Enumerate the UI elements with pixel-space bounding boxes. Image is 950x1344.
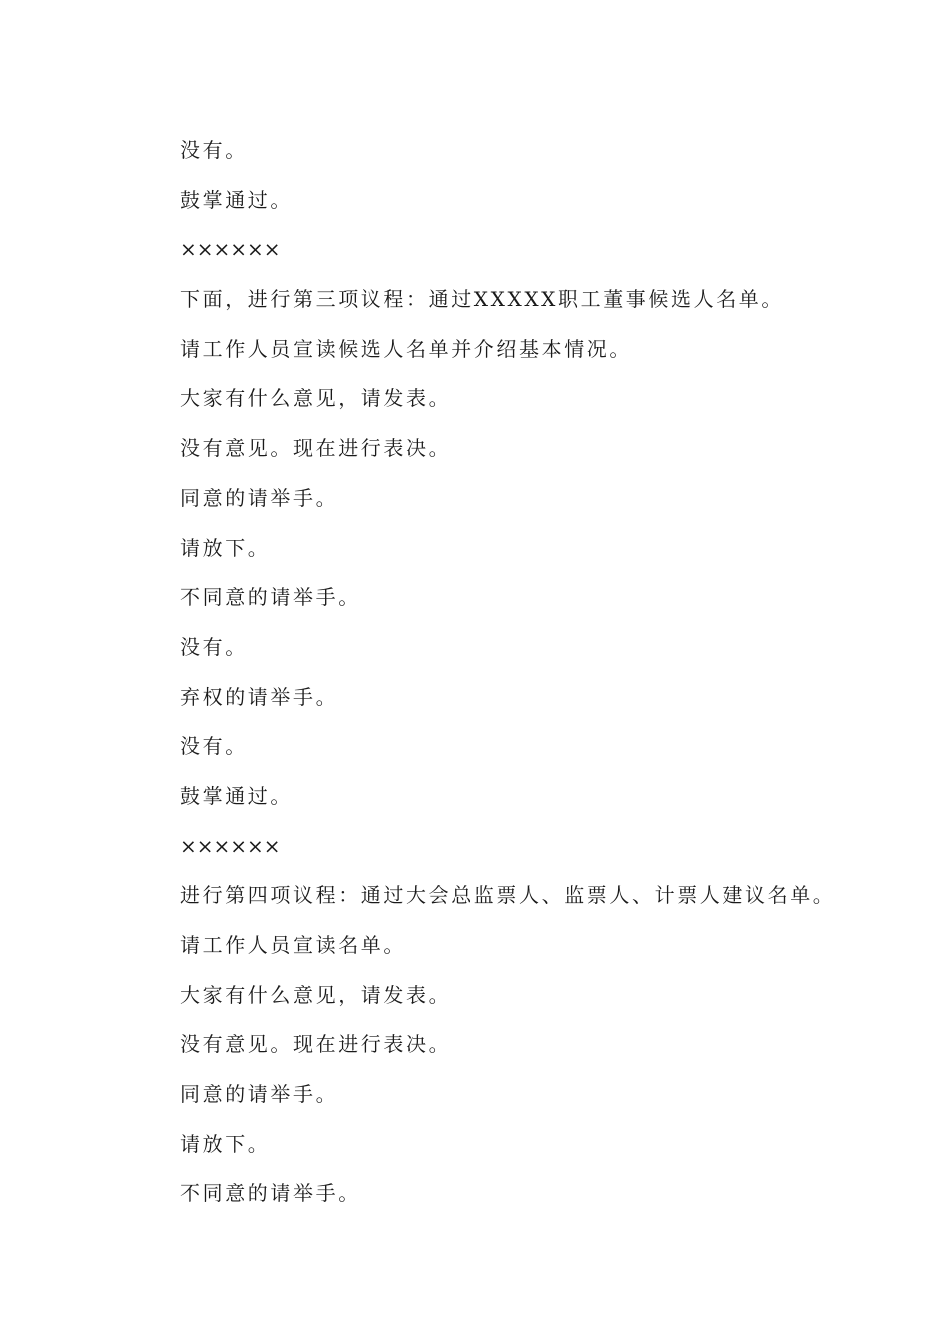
paragraph: 同意的请举手。: [180, 485, 339, 510]
document-body: [180, 126, 880, 1219]
paragraph: 没有。: [180, 734, 248, 759]
paragraph: 鼓掌通过。: [180, 187, 293, 212]
paragraph: 没有意见。现在进行表决。: [180, 436, 452, 461]
agenda-item-four: 进行第四项议程：通过大会总监票人、监票人、计票人建议名单。: [180, 883, 836, 908]
paragraph: 没有。: [180, 138, 248, 162]
paragraph: 请工作人员宣读候选人名单并介绍基本情况。: [180, 336, 632, 361]
paragraph: 请放下。: [180, 1131, 271, 1156]
agenda-item-three: 下面，进行第三项议程：通过XXXXX职工董事候选人名单。: [180, 287, 784, 312]
paragraph: 不同意的请举手。: [180, 585, 361, 610]
paragraph: 请工作人员宣读名单。: [180, 933, 406, 957]
paragraph: 大家有什么意见，请发表。: [180, 386, 452, 411]
paragraph: 没有。: [180, 634, 248, 659]
paragraph: 鼓掌通过。: [180, 783, 293, 808]
paragraph: 弃权的请举手。: [180, 684, 339, 709]
paragraph: 不同意的请举手。: [180, 1181, 361, 1206]
paragraph: 没有意见。现在进行表决。: [180, 1032, 452, 1057]
separator-marks: ××××××: [180, 833, 281, 858]
paragraph: 请放下。: [180, 535, 271, 560]
separator-marks: ××××××: [180, 237, 281, 262]
paragraph: 大家有什么意见，请发表。: [180, 982, 452, 1007]
paragraph: 同意的请举手。: [180, 1082, 339, 1107]
